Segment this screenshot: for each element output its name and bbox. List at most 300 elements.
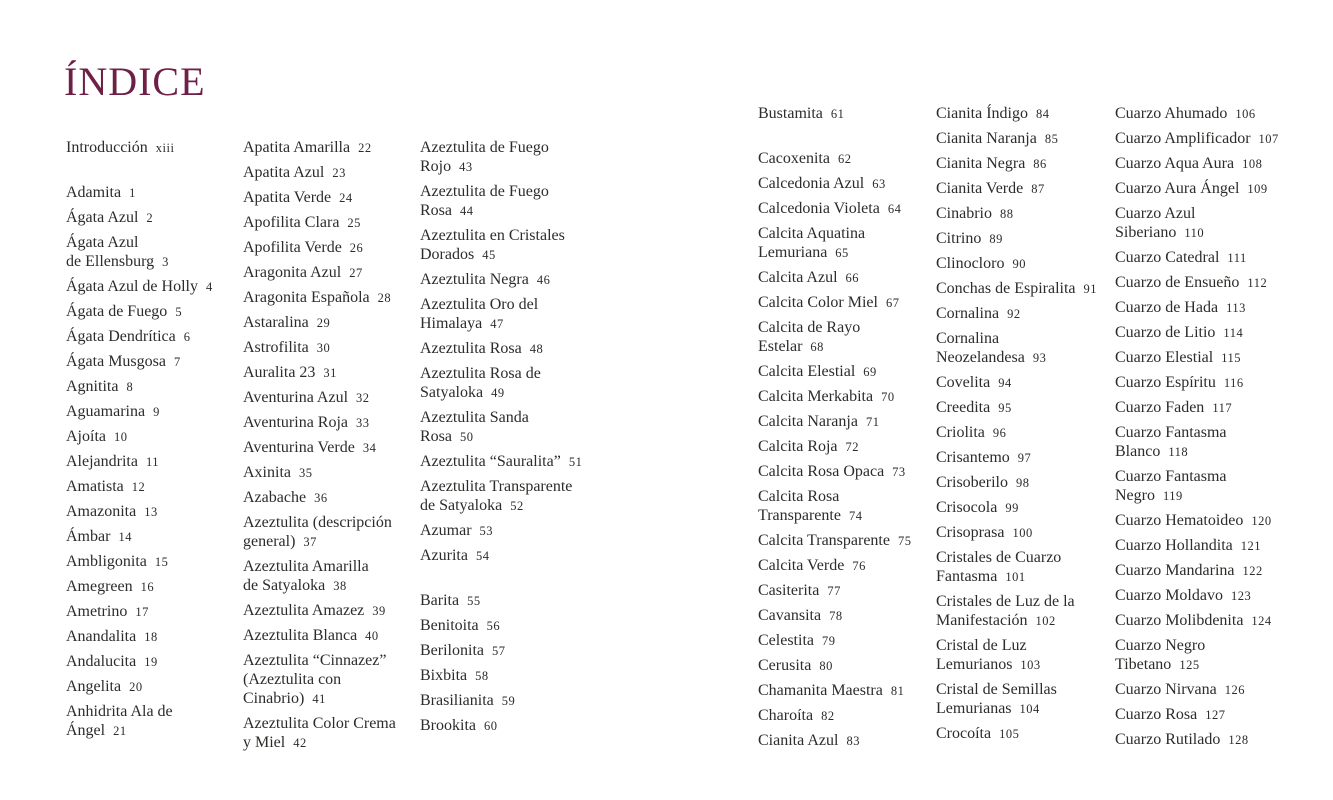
index-entry xyxy=(758,224,940,263)
index-entry xyxy=(758,706,940,726)
index-entry xyxy=(936,680,1118,719)
index-entry xyxy=(66,677,248,697)
entry-term: Cristales de Luz de la xyxy=(936,593,1075,610)
entry-page-number: 77 xyxy=(827,584,841,598)
entry-page-number: 46 xyxy=(536,273,551,287)
index-entry xyxy=(758,199,940,219)
entry-term: Calcedonia Azul xyxy=(758,175,865,192)
index-entry xyxy=(758,362,940,382)
index-entry xyxy=(1115,154,1297,174)
entry-page-number: 49 xyxy=(491,386,505,400)
entry-term: Ágata de Fuego xyxy=(66,303,168,320)
entry-term: Charoíta xyxy=(758,707,814,724)
entry-term: Angelita xyxy=(66,678,122,695)
index-entry xyxy=(936,254,1118,274)
entry-term: Cristal de Luz xyxy=(936,637,1027,654)
entry-page-number: 123 xyxy=(1230,589,1252,603)
entry-term: Lemurianas xyxy=(936,700,1012,717)
entry-page-number: 115 xyxy=(1221,351,1241,365)
index-entry xyxy=(66,627,248,647)
entry-term: Conchas de Espiralita xyxy=(936,280,1076,297)
index-entry xyxy=(1115,398,1297,418)
index-entry xyxy=(420,364,602,403)
entry-term: Lemuriana xyxy=(758,244,828,261)
index-entry xyxy=(936,498,1118,518)
entry-term: Cuarzo Catedral xyxy=(1115,249,1220,266)
entry-page-number: 91 xyxy=(1083,282,1098,296)
entry-term: Cuarzo Hollandita xyxy=(1115,537,1233,554)
index-entry xyxy=(936,229,1118,249)
entry-page-number: 104 xyxy=(1019,702,1040,716)
index-entry xyxy=(936,304,1118,324)
entry-page-number: 51 xyxy=(568,455,583,469)
index-entry xyxy=(243,463,425,483)
index-entry xyxy=(1115,204,1297,243)
entry-page-number: 112 xyxy=(1247,276,1268,290)
index-entry xyxy=(420,591,602,611)
index-entry xyxy=(758,556,940,576)
entry-page-number: 89 xyxy=(989,232,1003,246)
entry-term: Azeztulita Amarilla xyxy=(243,558,369,575)
entry-page-number: 53 xyxy=(479,524,494,538)
index-entry xyxy=(936,279,1118,299)
entry-term: Estelar xyxy=(758,338,803,355)
entry-term: Cuarzo Aqua Aura xyxy=(1115,155,1235,172)
index-entry xyxy=(243,213,425,233)
entry-page-number: 72 xyxy=(845,440,860,454)
entry-page-number: 12 xyxy=(131,480,146,494)
entry-term: Creedita xyxy=(936,399,991,416)
entry-term: Cuarzo de Hada xyxy=(1115,299,1219,316)
entry-term: Anandalita xyxy=(66,628,137,645)
index-entry xyxy=(758,268,940,288)
entry-term: Cuarzo Azul xyxy=(1115,205,1196,222)
entry-page-number: 40 xyxy=(365,629,379,643)
entry-page-number: 21 xyxy=(113,724,127,738)
index-entry xyxy=(66,327,248,347)
index-entry xyxy=(936,548,1118,587)
entry-term: Azeztulita “Cinnazez” xyxy=(243,652,387,669)
entry-term: Apofilita Clara xyxy=(243,214,340,231)
entry-page-number: 119 xyxy=(1162,489,1183,503)
index-entry xyxy=(936,592,1118,631)
index-entry xyxy=(1115,705,1297,725)
entry-page-number: 127 xyxy=(1205,708,1226,722)
entry-term: Bustamita xyxy=(758,105,823,122)
entry-term: Azeztulita de Fuego xyxy=(420,183,549,200)
entry-term: Azeztulita Sanda xyxy=(420,409,529,426)
entry-term: y Miel xyxy=(243,734,286,751)
index-entry xyxy=(243,601,425,621)
entry-page-number: 55 xyxy=(467,594,481,608)
entry-page-number: 65 xyxy=(835,246,849,260)
entry-term: Cuarzo Espíritu xyxy=(1115,374,1216,391)
entry-page-number: 124 xyxy=(1251,614,1272,628)
entry-page-number: 43 xyxy=(459,160,473,174)
index-entry xyxy=(243,488,425,508)
entry-page-number: 45 xyxy=(482,248,496,262)
index-entry xyxy=(758,174,940,194)
entry-term: Ametrino xyxy=(66,603,128,620)
entry-term: Calcedonia Violeta xyxy=(758,200,880,217)
entry-page-number: 24 xyxy=(339,191,353,205)
entry-page-number: 122 xyxy=(1242,564,1263,578)
entry-page-number: 113 xyxy=(1226,301,1246,315)
entry-page-number: 9 xyxy=(153,405,160,419)
entry-term: Crisocola xyxy=(936,499,998,516)
index-column-3 xyxy=(420,138,602,741)
entry-term: Cerusita xyxy=(758,657,812,674)
entry-page-number: 20 xyxy=(129,680,143,694)
entry-term: Apatita Amarilla xyxy=(243,139,351,156)
entry-page-number: 95 xyxy=(998,401,1012,415)
entry-term: Cuarzo Aura Ángel xyxy=(1115,180,1240,197)
index-entry xyxy=(243,626,425,646)
entry-page-number: 62 xyxy=(837,152,852,166)
entry-page-number: 22 xyxy=(358,141,372,155)
index-entry xyxy=(936,448,1118,468)
entry-term: Negro xyxy=(1115,487,1155,504)
entry-page-number: 28 xyxy=(377,291,392,305)
entry-page-number: 16 xyxy=(140,580,155,594)
entry-page-number: 69 xyxy=(863,365,877,379)
index-entry xyxy=(936,473,1118,493)
entry-page-number: 86 xyxy=(1033,157,1047,171)
entry-term: Anhidrita Ala de xyxy=(66,703,173,720)
index-entry xyxy=(420,182,602,221)
entry-page-number: 87 xyxy=(1031,182,1045,196)
entry-page-number: 93 xyxy=(1032,351,1047,365)
entry-term: Azeztulita Amazez xyxy=(243,602,365,619)
entry-term: Aventurina Azul xyxy=(243,389,349,406)
entry-term: Cinabrio) xyxy=(243,690,305,707)
entry-page-number: 3 xyxy=(162,255,169,269)
entry-term: Cuarzo Negro xyxy=(1115,637,1206,654)
index-entry xyxy=(1115,129,1297,149)
entry-term: Cianita Índigo xyxy=(936,105,1028,122)
entry-page-number: 85 xyxy=(1044,132,1059,146)
entry-page-number: 34 xyxy=(362,441,377,455)
entry-page-number: 116 xyxy=(1223,376,1244,390)
entry-page-number: 120 xyxy=(1251,514,1272,528)
entry-term: Azabache xyxy=(243,489,307,506)
entry-page-number: 25 xyxy=(347,216,361,230)
entry-page-number: 2 xyxy=(146,211,154,225)
entry-page-number: 73 xyxy=(892,465,906,479)
index-entry xyxy=(420,521,602,541)
index-column-5 xyxy=(936,104,1118,749)
entry-term: Cuarzo Fantasma xyxy=(1115,424,1227,441)
entry-term: Cornalina xyxy=(936,330,1000,347)
index-entry xyxy=(243,288,425,308)
entry-page-number: 54 xyxy=(475,549,490,563)
index-entry xyxy=(243,338,425,358)
entry-term: Cuarzo Moldavo xyxy=(1115,587,1223,604)
entry-page-number: 15 xyxy=(154,555,169,569)
entry-term: Rosa xyxy=(420,202,452,219)
index-entry xyxy=(420,616,602,636)
index-entry xyxy=(66,452,248,472)
entry-term: Blanco xyxy=(1115,443,1161,460)
entry-term: Cuarzo Rutilado xyxy=(1115,731,1221,748)
index-column-2 xyxy=(243,138,425,758)
entry-term: Crisantemo xyxy=(936,449,1010,466)
index-entry xyxy=(66,652,248,672)
entry-term: Fantasma xyxy=(936,568,998,585)
entry-term: Ágata Dendrítica xyxy=(66,328,176,345)
entry-term: Crisoberilo xyxy=(936,474,1008,491)
entry-term: Calcita Azul xyxy=(758,269,838,286)
entry-term: (Azeztulita con xyxy=(243,671,342,688)
index-entry xyxy=(66,577,248,597)
index-entry xyxy=(66,302,248,322)
index-entry xyxy=(936,129,1118,149)
entry-page-number: 31 xyxy=(323,366,337,380)
index-entry xyxy=(420,226,602,265)
index-entry xyxy=(66,427,248,447)
entry-term: Cuarzo Nirvana xyxy=(1115,681,1217,698)
entry-term: Amazonita xyxy=(66,503,137,520)
entry-term: Azeztulita de Fuego xyxy=(420,139,549,156)
entry-term: Astaralina xyxy=(243,314,309,331)
index-entry xyxy=(243,138,425,158)
entry-page-number: 79 xyxy=(821,634,836,648)
index-entry xyxy=(66,527,248,547)
entry-page-number: 101 xyxy=(1005,570,1026,584)
index-entry xyxy=(758,149,940,169)
entry-page-number: 38 xyxy=(333,579,347,593)
entry-page-number: 107 xyxy=(1258,132,1279,146)
entry-page-number: 33 xyxy=(356,416,370,430)
index-entry xyxy=(936,104,1118,124)
index-entry xyxy=(1115,467,1297,506)
entry-term: Cianita Negra xyxy=(936,155,1026,172)
entry-page-number: 75 xyxy=(897,534,912,548)
entry-page-number: 17 xyxy=(135,605,149,619)
index-entry xyxy=(936,423,1118,443)
index-entry xyxy=(66,402,248,422)
entry-term: Covelita xyxy=(936,374,991,391)
entry-term: Azeztulita (descripción xyxy=(243,514,392,531)
index-entry xyxy=(243,163,425,183)
index-entry xyxy=(420,270,602,290)
entry-term: Agnitita xyxy=(66,378,119,395)
entry-term: Azeztulita Rosa de xyxy=(420,365,541,382)
entry-page-number: 56 xyxy=(486,619,501,633)
entry-page-number: 66 xyxy=(845,271,860,285)
index-entry xyxy=(1115,730,1297,750)
index-entry xyxy=(758,412,940,432)
entry-page-number: 32 xyxy=(356,391,370,405)
entry-page-number: 6 xyxy=(183,330,191,344)
index-entry xyxy=(420,408,602,447)
entry-term: Calcita Roja xyxy=(758,438,838,455)
entry-term: Azeztulita Color Crema xyxy=(243,715,396,732)
entry-term: Manifestación xyxy=(936,612,1028,629)
entry-term: Crisoprasa xyxy=(936,524,1005,541)
entry-page-number: 100 xyxy=(1012,526,1033,540)
entry-term: Introducción xyxy=(66,139,148,156)
entry-term: Ágata Azul xyxy=(66,209,139,226)
entry-page-number: 84 xyxy=(1035,107,1050,121)
entry-page-number: 18 xyxy=(144,630,158,644)
index-entry xyxy=(66,208,248,228)
entry-term: Cinabrio xyxy=(936,205,992,222)
entry-term: Azeztulita Blanca xyxy=(243,627,358,644)
entry-term: Calcita Elestial xyxy=(758,363,856,380)
entry-term: Satyaloka xyxy=(420,384,484,401)
entry-page-number: 90 xyxy=(1012,257,1026,271)
index-entry xyxy=(1115,179,1297,199)
entry-page-number: 97 xyxy=(1017,451,1032,465)
entry-page-number: 59 xyxy=(501,694,516,708)
index-entry xyxy=(1115,273,1297,293)
entry-page-number: 94 xyxy=(998,376,1012,390)
entry-page-number: 36 xyxy=(314,491,328,505)
entry-page-number: 44 xyxy=(460,204,474,218)
index-entry xyxy=(1115,561,1297,581)
entry-page-number: 71 xyxy=(865,415,880,429)
entry-page-number: 52 xyxy=(510,499,524,513)
entry-page-number: 68 xyxy=(810,340,824,354)
index-entry xyxy=(936,204,1118,224)
index-entry xyxy=(1115,536,1297,556)
index-entry xyxy=(243,188,425,208)
entry-page-number: 118 xyxy=(1168,445,1189,459)
entry-term: Calcita Merkabita xyxy=(758,388,874,405)
entry-term: Casiterita xyxy=(758,582,820,599)
entry-term: Rosa xyxy=(420,428,452,445)
entry-term: Calcita Transparente xyxy=(758,532,890,549)
entry-page-number: 30 xyxy=(316,341,331,355)
entry-term: Calcita Aquatina xyxy=(758,225,866,242)
entry-page-number: 125 xyxy=(1179,658,1200,672)
entry-term: Bixbita xyxy=(420,667,468,684)
entry-page-number: xiii xyxy=(155,141,175,155)
entry-term: Crocoíta xyxy=(936,725,992,742)
page-title: ÍNDICE xyxy=(64,59,206,104)
entry-page-number: 7 xyxy=(173,355,181,369)
entry-term: Cianita Azul xyxy=(758,732,839,749)
entry-term: Aragonita Española xyxy=(243,289,370,306)
index-entry xyxy=(936,179,1118,199)
index-entry xyxy=(1115,511,1297,531)
entry-page-number: 126 xyxy=(1224,683,1245,697)
index-entry xyxy=(936,154,1118,174)
index-entry xyxy=(420,716,602,736)
entry-page-number: 42 xyxy=(293,736,307,750)
index-entry xyxy=(66,502,248,522)
entry-term: Ágata Musgosa xyxy=(66,353,166,370)
index-entry xyxy=(420,339,602,359)
index-entry xyxy=(936,373,1118,393)
index-entry xyxy=(758,656,940,676)
entry-term: Lemurianos xyxy=(936,656,1013,673)
entry-page-number: 108 xyxy=(1242,157,1263,171)
entry-term: Ángel xyxy=(66,722,106,739)
index-entry xyxy=(936,329,1118,368)
entry-term: Ámbar xyxy=(66,528,111,545)
index-entry xyxy=(758,437,940,457)
entry-term: Chamanita Maestra xyxy=(758,682,883,699)
entry-page-number: 96 xyxy=(992,426,1007,440)
index-entry xyxy=(758,104,940,124)
entry-page-number: 82 xyxy=(821,709,835,723)
entry-page-number: 78 xyxy=(829,609,843,623)
index-entry xyxy=(243,413,425,433)
entry-page-number: 111 xyxy=(1227,251,1247,265)
entry-page-number: 29 xyxy=(316,316,331,330)
index-entry xyxy=(936,398,1118,418)
entry-term: Adamita xyxy=(66,184,122,201)
entry-page-number: 48 xyxy=(529,342,544,356)
entry-term: Apofilita Verde xyxy=(243,239,342,256)
entry-term: Calcita Rosa Opaca xyxy=(758,463,885,480)
entry-term: Aventurina Roja xyxy=(243,414,349,431)
entry-page-number: 102 xyxy=(1035,614,1056,628)
entry-term: Cuarzo Fantasma xyxy=(1115,468,1227,485)
index-entry xyxy=(758,387,940,407)
entry-page-number: 105 xyxy=(999,727,1020,741)
index-entry xyxy=(758,606,940,626)
entry-term: Calcita Color Miel xyxy=(758,294,878,311)
index-entry xyxy=(420,546,602,566)
entry-term: Cuarzo Molibdenita xyxy=(1115,612,1244,629)
entry-page-number: 76 xyxy=(852,559,866,573)
index-entry xyxy=(758,631,940,651)
entry-page-number: 99 xyxy=(1005,501,1019,515)
entry-term: Amatista xyxy=(66,478,124,495)
entry-term: Andalucita xyxy=(66,653,137,670)
entry-term: Dorados xyxy=(420,246,475,263)
entry-page-number: 50 xyxy=(460,430,474,444)
entry-page-number: 110 xyxy=(1184,226,1205,240)
entry-page-number: 64 xyxy=(887,202,902,216)
entry-term: Siberiano xyxy=(1115,224,1177,241)
entry-term: Ágata Azul xyxy=(66,234,139,251)
entry-term: Calcita Verde xyxy=(758,557,845,574)
entry-page-number: 60 xyxy=(484,719,498,733)
index-entry xyxy=(243,363,425,383)
index-entry xyxy=(243,651,425,709)
entry-page-number: 103 xyxy=(1020,658,1041,672)
entry-term: Cuarzo Faden xyxy=(1115,399,1205,416)
entry-term: de Satyaloka xyxy=(420,497,503,514)
index-entry xyxy=(758,731,940,751)
entry-term: Calcita Rosa xyxy=(758,488,840,505)
entry-page-number: 114 xyxy=(1223,326,1244,340)
entry-term: Ágata Azul de Holly xyxy=(66,278,198,295)
index-entry xyxy=(1115,298,1297,318)
entry-term: Cuarzo Ahumado xyxy=(1115,105,1228,122)
entry-term: Azeztulita Negra xyxy=(420,271,529,288)
entry-term: Calcita Naranja xyxy=(758,413,858,430)
entry-term: Cornalina xyxy=(936,305,1000,322)
entry-term: Cristal de Semillas xyxy=(936,681,1057,698)
index-entry xyxy=(758,318,940,357)
entry-page-number: 109 xyxy=(1247,182,1268,196)
entry-term: Brasilianita xyxy=(420,692,494,709)
entry-term: Tibetano xyxy=(1115,656,1172,673)
index-column-1 xyxy=(66,138,248,746)
index-entry xyxy=(243,438,425,458)
entry-page-number: 11 xyxy=(145,455,160,469)
entry-term: Ajoíta xyxy=(66,428,106,445)
entry-term: Astrofilita xyxy=(243,339,309,356)
entry-term: Cuarzo Elestial xyxy=(1115,349,1214,366)
entry-page-number: 63 xyxy=(872,177,886,191)
entry-term: Cacoxenita xyxy=(758,150,830,167)
